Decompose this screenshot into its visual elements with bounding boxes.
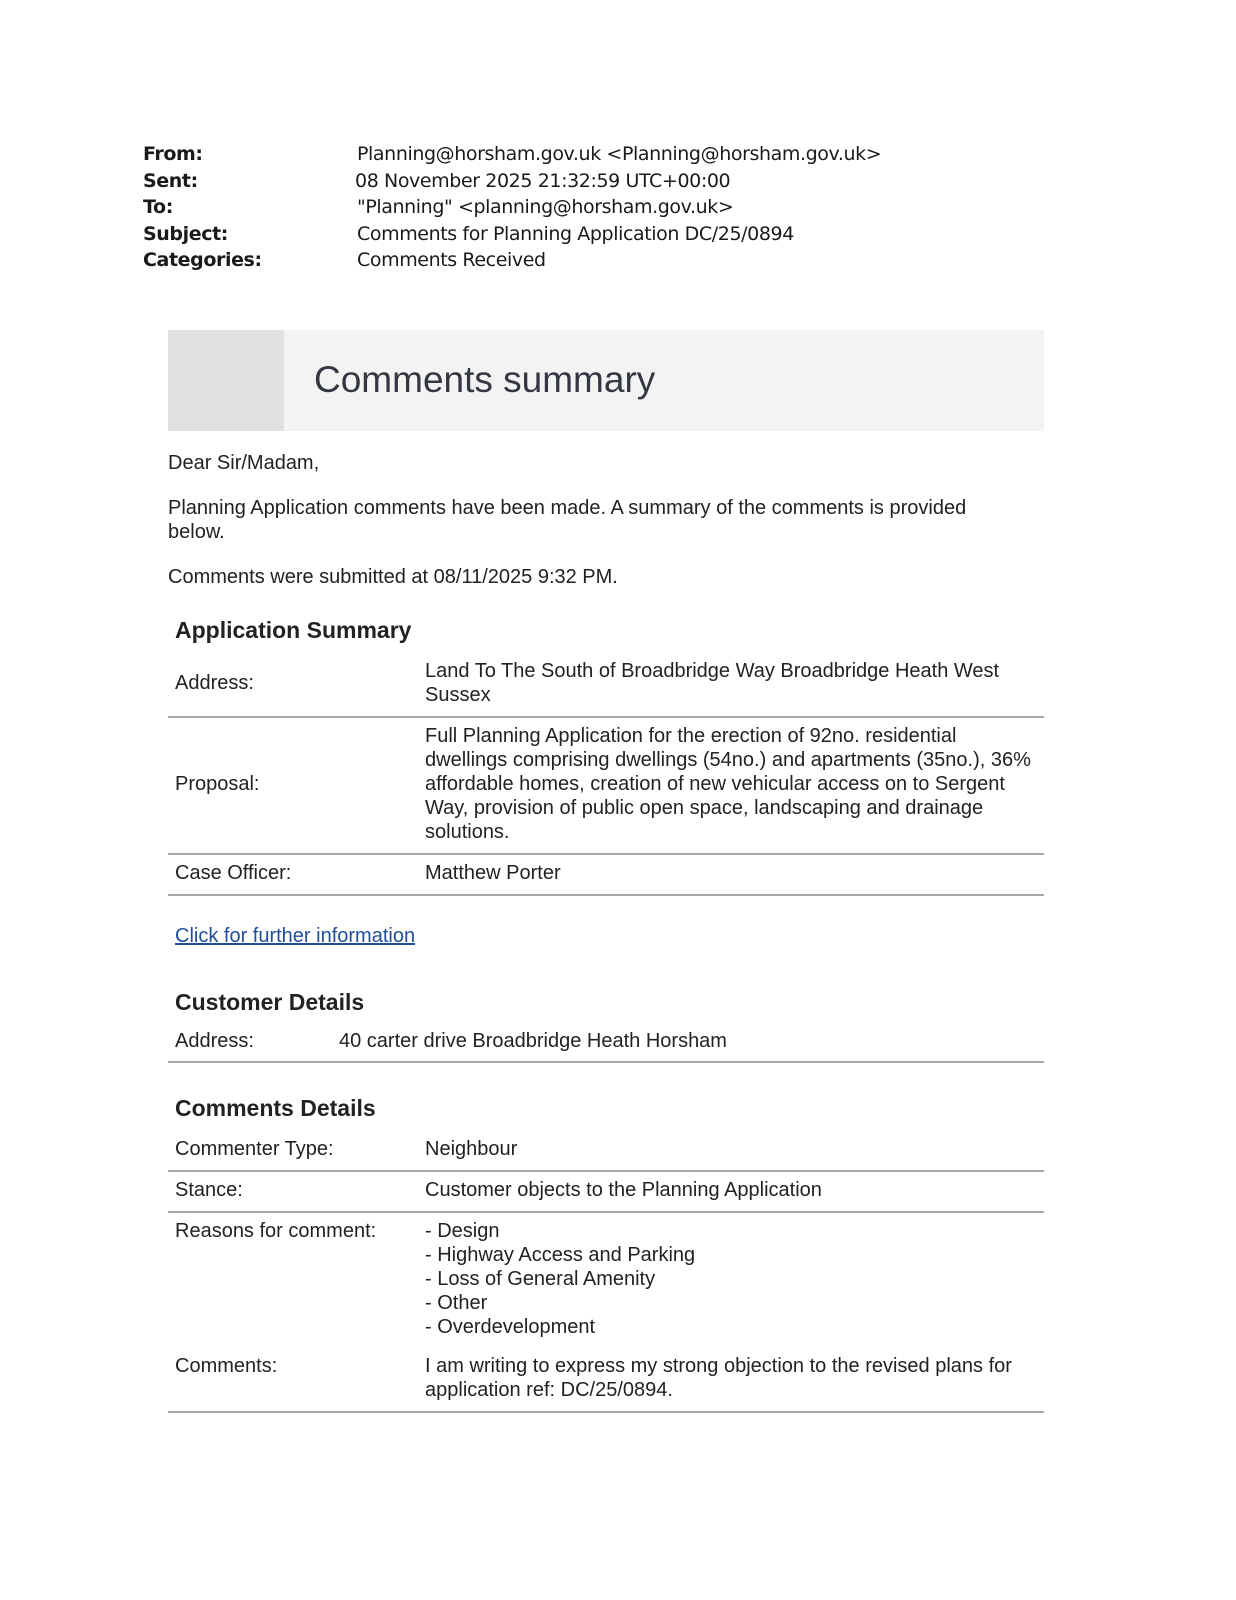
reason-item: - Design bbox=[425, 1220, 500, 1242]
to-label: To: bbox=[143, 196, 173, 219]
categories-label: Categories: bbox=[143, 249, 262, 272]
stance-value: Customer objects to the Planning Application bbox=[418, 1171, 1044, 1212]
subject-row bbox=[143, 221, 1093, 248]
comments-details-table bbox=[168, 1131, 1044, 1413]
from-value: Planning@horsham.gov.uk <Planning@horsham.gov.uk> bbox=[357, 143, 882, 165]
comments-summary-banner bbox=[168, 330, 1044, 431]
comments-details-heading: Comments Details bbox=[175, 1095, 376, 1121]
case-officer-value: Matthew Porter bbox=[418, 854, 1044, 895]
to-row bbox=[143, 194, 1093, 221]
proposal-label: Proposal: bbox=[168, 717, 418, 854]
subject-value: Comments for Planning Application DC/25/0894 bbox=[357, 222, 794, 245]
reason-item: - Other bbox=[425, 1292, 488, 1314]
case-officer-label: Case Officer: bbox=[168, 854, 418, 895]
table-row bbox=[168, 1212, 1044, 1348]
address-label: Address: bbox=[168, 653, 418, 717]
categories-value: Comments Received bbox=[357, 249, 546, 272]
reason-item: - Overdevelopment bbox=[425, 1316, 596, 1338]
banner-side-block bbox=[168, 330, 284, 431]
customer-address-value: 40 carter drive Broadbridge Heath Horsham bbox=[339, 1030, 727, 1052]
application-summary-heading: Application Summary bbox=[175, 617, 412, 643]
table-row bbox=[168, 717, 1044, 854]
application-summary-table bbox=[168, 653, 1044, 896]
comments-value: I am writing to express my strong objection to the revised plans for application ref: DC/25/0894. bbox=[418, 1348, 1044, 1412]
stance-label: Stance: bbox=[168, 1171, 418, 1212]
proposal-value: Full Planning Application for the erection of 92no. residential dwellings comprising dwellings (54no.) and apartments (35no.), 36% affordable homes, creation of new vehicular access on to Sergent Way, provision of public open space, landscaping and drainage solutions. bbox=[418, 717, 1044, 854]
further-information-link[interactable]: Click for further information bbox=[175, 925, 416, 947]
comments-label: Comments: bbox=[168, 1348, 418, 1412]
reason-item: - Loss of General Amenity bbox=[425, 1268, 656, 1290]
sent-row bbox=[143, 168, 1093, 195]
table-row bbox=[168, 1348, 1044, 1412]
table-row bbox=[168, 1131, 1044, 1171]
customer-details-heading: Customer Details bbox=[175, 989, 365, 1015]
table-row bbox=[168, 1171, 1044, 1212]
reasons-label: Reasons for comment: bbox=[175, 1220, 377, 1242]
table-row bbox=[168, 854, 1044, 895]
customer-address-row bbox=[168, 1028, 1044, 1063]
commenter-type-label: Commenter Type: bbox=[168, 1131, 418, 1171]
submitted-text: Comments were submitted at 08/11/2025 9:32 PM. bbox=[168, 566, 618, 588]
sent-value: 08 November 2025 21:32:59 UTC+00:00 bbox=[355, 169, 731, 192]
subject-label: Subject: bbox=[143, 222, 228, 245]
customer-address-label: Address: bbox=[175, 1030, 254, 1052]
sent-label: Sent: bbox=[143, 169, 198, 192]
to-value: "Planning" <planning@horsham.gov.uk> bbox=[357, 196, 734, 219]
banner-title: Comments summary bbox=[314, 359, 656, 400]
reason-item: - Highway Access and Parking bbox=[425, 1244, 696, 1266]
email-header bbox=[143, 141, 1093, 274]
greeting: Dear Sir/Madam, bbox=[168, 452, 320, 474]
reasons-list bbox=[418, 1212, 1044, 1348]
categories-row bbox=[143, 247, 1093, 274]
commenter-type-value: Neighbour bbox=[418, 1131, 1044, 1171]
from-row bbox=[143, 141, 1093, 168]
table-row bbox=[168, 653, 1044, 717]
intro-text: Planning Application comments have been made. A summary of the comments is provided below. bbox=[168, 497, 967, 543]
address-value: Land To The South of Broadbridge Way Broadbridge Heath West Sussex bbox=[418, 653, 1044, 717]
from-label: From: bbox=[143, 143, 203, 165]
